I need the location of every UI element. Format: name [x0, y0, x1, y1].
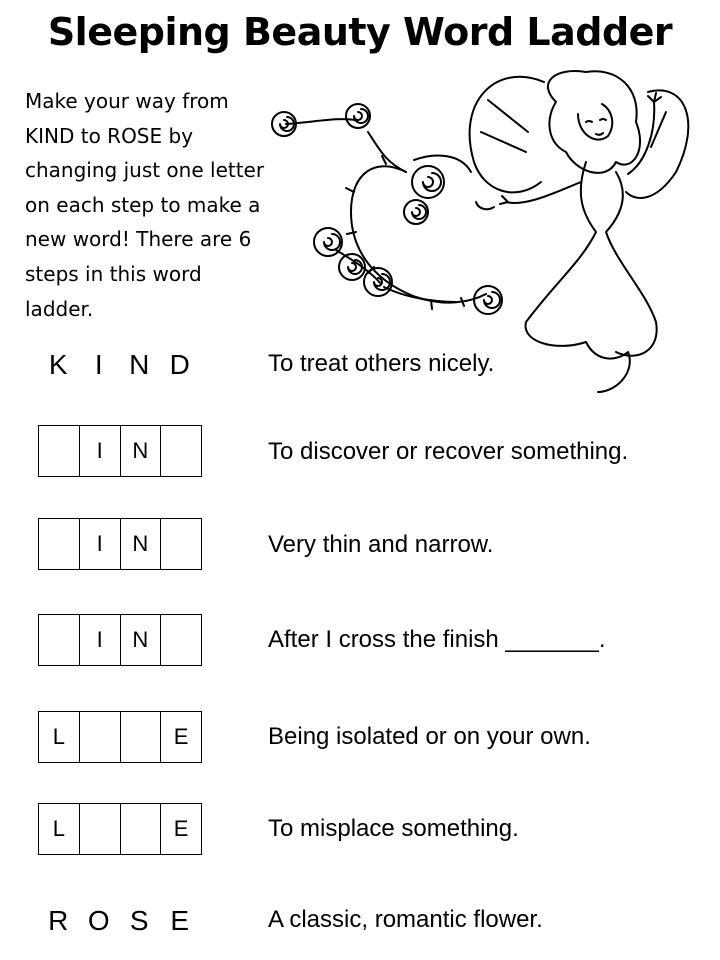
- instruction-line: steps in this word: [25, 261, 202, 286]
- instruction-line: Make your way from: [25, 89, 229, 113]
- clue-text: Very thin and narrow.: [268, 531, 494, 558]
- clue-text: Being isolated or on your own.: [268, 723, 591, 750]
- letter-box[interactable]: N: [121, 426, 162, 476]
- letter: D: [169, 349, 190, 380]
- letter-box-row: [38, 425, 202, 477]
- clue-text: To treat others nicely.: [268, 350, 495, 377]
- letter-box[interactable]: [121, 804, 162, 854]
- letter: O: [87, 905, 110, 936]
- rose-icon: [474, 286, 502, 314]
- letter: N: [129, 349, 150, 380]
- letter-box[interactable]: [161, 426, 201, 476]
- letter-box[interactable]: N: [121, 615, 162, 665]
- letter: E: [170, 905, 190, 936]
- letter-box[interactable]: L: [39, 712, 80, 762]
- rose-icon: [404, 200, 428, 224]
- letter-box[interactable]: [121, 712, 162, 762]
- letter: S: [129, 905, 149, 936]
- rose-icon: [346, 104, 370, 128]
- letter-box[interactable]: [161, 615, 201, 665]
- clue-text: After I cross the finish _______.: [268, 626, 606, 653]
- letter-box[interactable]: I: [80, 615, 121, 665]
- instruction-line: KIND to ROSE by: [25, 123, 194, 148]
- letter-box[interactable]: I: [80, 519, 121, 569]
- clue-text: To misplace something.: [268, 815, 519, 842]
- letter-box-row: [38, 614, 202, 666]
- clue-text: A classic, romantic flower.: [268, 906, 543, 933]
- rose-icon: [314, 228, 342, 256]
- start-word: [38, 340, 200, 390]
- letter-box[interactable]: [39, 426, 80, 476]
- worksheet-title: Sleeping Beauty Word Ladder: [47, 10, 673, 54]
- letter-box[interactable]: [39, 519, 80, 569]
- letter-box[interactable]: L: [39, 804, 80, 854]
- end-word: [38, 896, 200, 946]
- instruction-line: ladder.: [25, 296, 94, 321]
- clue-text: To discover or recover something.: [268, 438, 629, 465]
- letter-box[interactable]: E: [173, 724, 189, 749]
- instruction-line: changing just one letter: [25, 158, 265, 183]
- letter-box[interactable]: [80, 804, 121, 854]
- instruction-line: on each step to make a: [25, 192, 261, 217]
- letter-box-row: [38, 518, 202, 570]
- letter: I: [94, 349, 103, 380]
- rose-icon: [412, 166, 444, 198]
- instruction-line: new word! There are 6: [25, 227, 252, 252]
- rose-icon: [339, 254, 365, 280]
- letter-box-row: [38, 803, 202, 855]
- letter-box-row: [38, 711, 202, 763]
- letter-box[interactable]: [161, 519, 201, 569]
- letter: K: [48, 349, 68, 380]
- letter-box[interactable]: N: [121, 519, 162, 569]
- letter-box[interactable]: [39, 615, 80, 665]
- letter-box[interactable]: [80, 712, 121, 762]
- letter: R: [48, 905, 69, 936]
- letter-box[interactable]: I: [80, 426, 121, 476]
- letter-box[interactable]: E: [173, 816, 189, 841]
